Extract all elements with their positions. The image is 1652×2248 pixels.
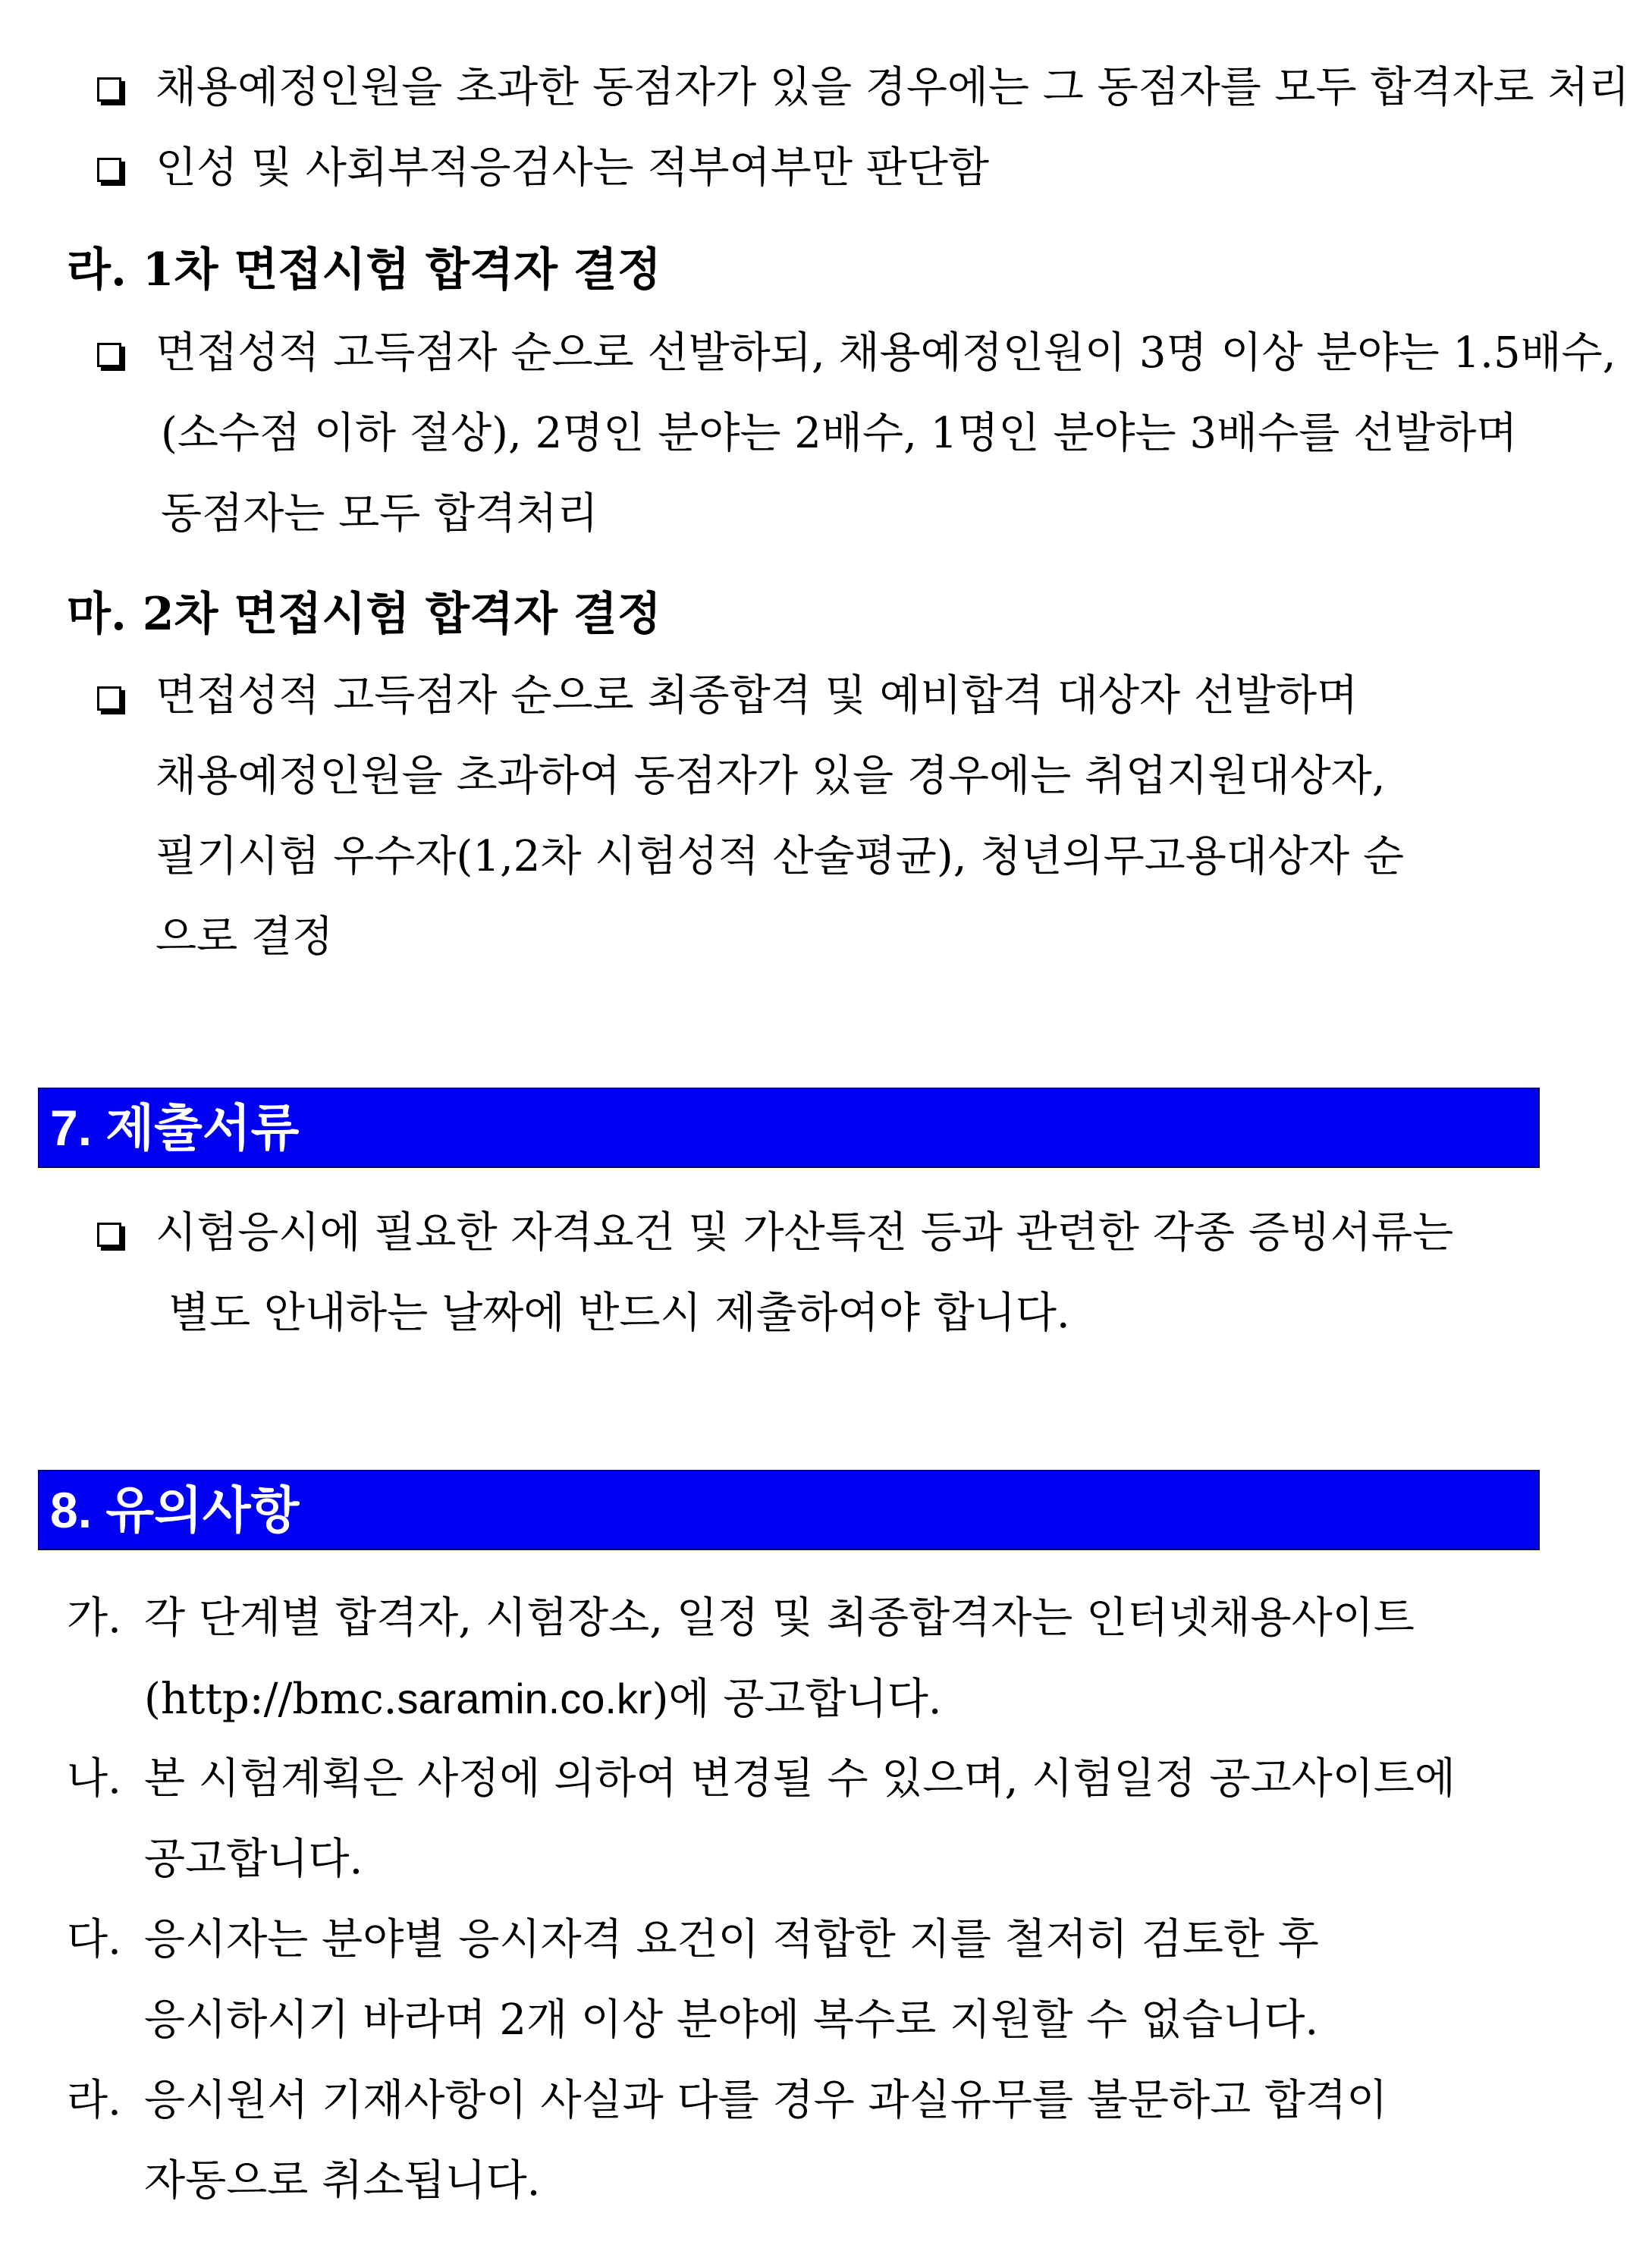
notice-item-da-line2: 응시하시기 바라며 2개 이상 분야에 복수로 지원할 수 없습니다.	[144, 1995, 1319, 2045]
ma-line-2: 채용예정인원을 초과하여 동점자가 있을 경우에는 취업지원대상자,	[155, 752, 1386, 801]
section-7-header	[38, 1088, 1540, 1168]
notice-item-na-marker: 나.	[67, 1754, 121, 1804]
checkbox-bullet-icon	[97, 77, 121, 102]
checkbox-bullet-icon	[97, 343, 121, 367]
notice-item-ga-line1: 각 단계별 합격자, 시험장소, 일정 및 최종합격자는 인터넷채용사이트	[144, 1593, 1415, 1643]
notice-item-na-line2: 공고합니다.	[144, 1835, 363, 1884]
recruit-site-link[interactable]: saramin.co.kr	[397, 1675, 652, 1722]
subheading-ma: 마. 2차 면접시험 합격자 결정	[67, 588, 661, 641]
url-suffix: )에 공고합니다.	[652, 1675, 942, 1724]
checkbox-bullet-icon	[97, 158, 121, 182]
notice-item-ra-marker: 라.	[67, 2076, 121, 2125]
section-8-header	[38, 1470, 1540, 1550]
checkbox-bullet-icon	[97, 1223, 121, 1247]
section7-line-1: 시험응시에 필요한 자격요건 및 가산특전 등과 관련한 각종 증빙서류는	[155, 1208, 1454, 1257]
ra-line-3: 동점자는 모두 합격처리	[161, 489, 598, 538]
section7-line-2: 별도 안내하는 날짜에 반드시 제출하여야 합니다.	[168, 1289, 1070, 1338]
top-bullet-2: 인성 및 사회부적응검사는 적부여부만 판단함	[155, 143, 990, 193]
notice-item-da-line1: 응시자는 분야별 응시자격 요건이 적합한 지를 철저히 검토한 후	[144, 1915, 1319, 1964]
subheading-ra: 라. 1차 면접시험 합격자 결정	[67, 243, 661, 297]
ra-line-1: 면접성적 고득점자 순으로 선발하되, 채용예정인원이 3명 이상 분야는 1.5배수,	[155, 328, 1616, 378]
notice-item-ga-line2	[144, 1675, 942, 1724]
section-8-title: 8. 유의사항	[50, 1482, 300, 1538]
notice-item-ra-line2: 자동으로 취소됩니다.	[144, 2156, 541, 2206]
checkbox-bullet-icon	[97, 686, 121, 711]
ma-line-4: 으로 결정	[155, 912, 334, 962]
ma-line-3: 필기시험 우수자(1,2차 시험성적 산술평균), 청년의무고용대상자 순	[155, 832, 1405, 881]
section-7-title: 7. 제출서류	[50, 1100, 300, 1156]
top-bullet-1: 채용예정인원을 초과한 동점자가 있을 경우에는 그 동점자를 모두 합격자로 처리	[155, 63, 1630, 112]
ra-line-2: (소수점 이하 절상), 2명인 분야는 2배수, 1명인 분야는 3배수를 선발하며	[161, 409, 1518, 458]
notice-item-ga-marker: 가.	[67, 1593, 121, 1643]
notice-item-da-marker: 다.	[67, 1915, 121, 1964]
ma-line-1: 면접성적 고득점자 순으로 최종합격 및 예비합격 대상자 선발하며	[155, 671, 1358, 721]
notice-item-na-line1: 본 시험계획은 사정에 의하여 변경될 수 있으며, 시험일정 공고사이트에	[144, 1754, 1456, 1804]
url-prefix: (http://bmc.	[144, 1675, 397, 1724]
notice-item-ra-line1: 응시원서 기재사항이 사실과 다를 경우 과실유무를 불문하고 합격이	[144, 2076, 1388, 2125]
